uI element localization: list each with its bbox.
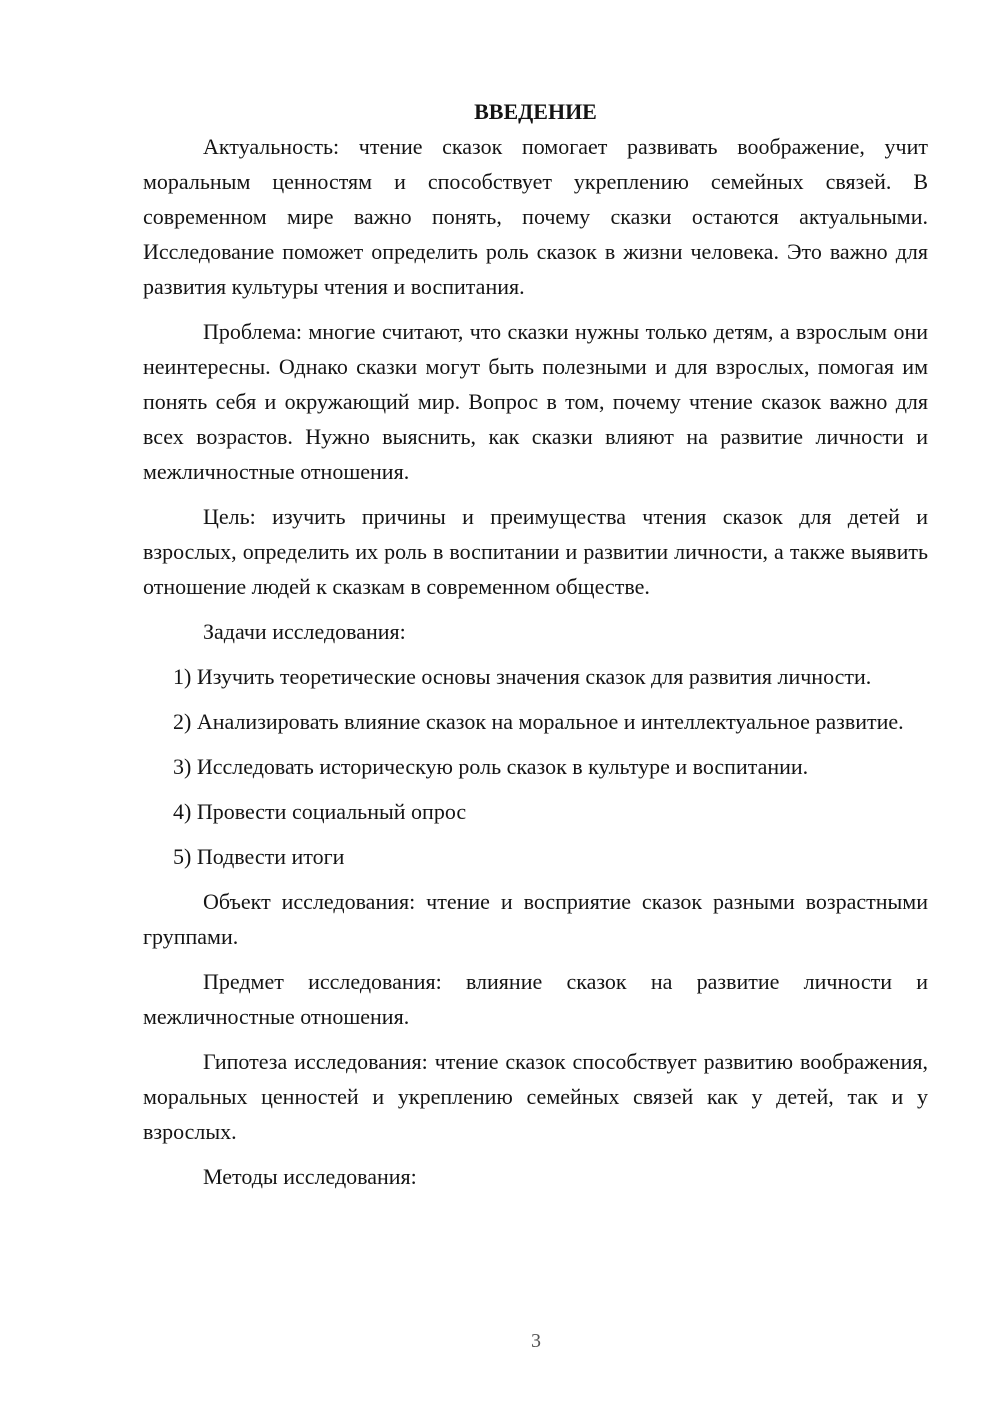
paragraph-tasks-heading: Задачи исследования: — [203, 619, 406, 644]
paragraph-object: Объект исследования: чтение и восприятие сказок разными возрастными группами. — [143, 889, 928, 949]
task-item-4: 4) Провести социальный опрос — [173, 799, 467, 824]
paragraph-hypothesis: Гипотеза исследования: чтение сказок способствует развитию воображения, моральных ценностей и укреплению семейных связей как у детей, так и у взрослых. — [143, 1049, 928, 1144]
page-title: ВВЕДЕНИЕ — [474, 99, 597, 124]
paragraph-subject: Предмет исследования: влияние сказок на развитие личности и межличностные отношения. — [143, 969, 928, 1029]
task-item-1: 1) Изучить теоретические основы значения сказок для развития личности. — [173, 664, 872, 689]
paragraph-goal: Цель: изучить причины и преимущества чтения сказок для детей и взрослых, определить их роль в воспитании и развитии личности, а также выявить отношение людей к сказкам в современном обществе. — [143, 504, 928, 599]
paragraph-relevance: Актуальность: чтение сказок помогает развивать воображение, учит моральным ценностям и способствует укреплению семейных связей. В современном мире важно понять, почему сказки остаются актуальными. Исследование поможет определить роль сказок в жизни человека. Это важно для развития культуры чтения и воспитания. — [143, 134, 928, 299]
paragraph-problem: Проблема: многие считают, что сказки нужны только детям, а взрослым они неинтересны. Однако сказки могут быть полезными и для взрослых, помогая им понять себя и окружающий мир. Вопрос в том, почему чтение сказок важно для всех возрастов. Нужно выяснить, как сказки влияют на развитие личности и межличностные отношения. — [143, 319, 928, 484]
task-item-2: 2) Анализировать влияние сказок на моральное и интеллектуальное развитие. — [173, 709, 904, 734]
page-content — [143, 94, 928, 1204]
task-item-3: 3) Исследовать историческую роль сказок в культуре и воспитании. — [173, 754, 809, 779]
task-item-5: 5) Подвести итоги — [173, 844, 345, 869]
paragraph-methods: Методы исследования: — [203, 1164, 417, 1189]
page-number: 3 — [531, 1330, 541, 1352]
